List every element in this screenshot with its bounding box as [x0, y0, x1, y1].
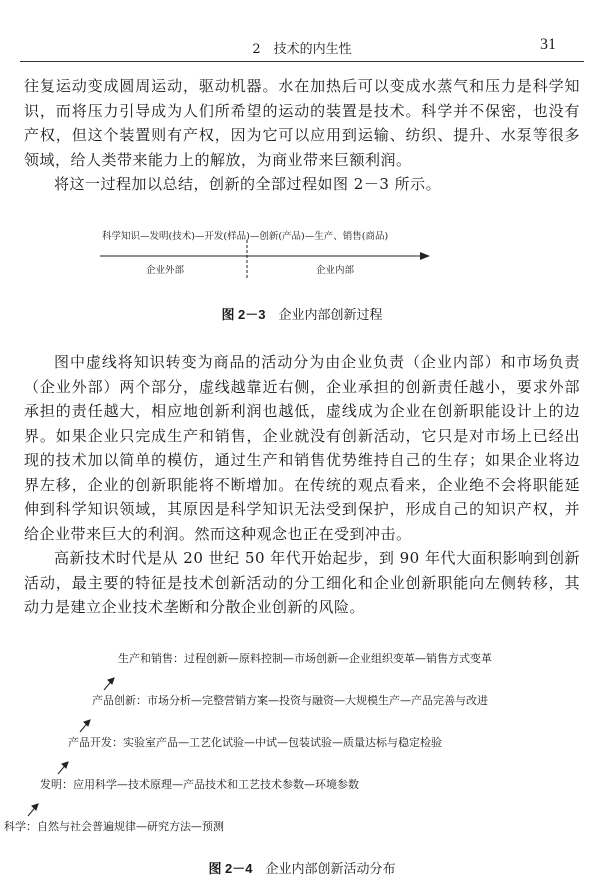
chapter-title: 2 技术的内生性 — [252, 42, 352, 57]
paragraph-4: 高新技术时代是从 20 世纪 50 年代开始起步，到 90 年代大面积影响到创新活动，最主要的特征是技术创新活动的分工细化和企业创新职能向左侧转移，其动力是建立企业技术垄断和分散企业创新的风险。 — [24, 549, 580, 616]
stage-production-sales: 生产和销售：过程创新—原料控制—市场创新—企业组织变革—销售方式变革 — [118, 652, 492, 665]
figure-number: 图 2－3 — [221, 307, 266, 322]
paragraph-2: 将这一过程加以总结，创新的全部过程如图 2－3 所示。 — [54, 175, 442, 193]
page-number: 31 — [540, 36, 556, 53]
figure-2-4-caption — [0, 858, 604, 877]
axis-arrowhead — [420, 252, 430, 260]
figure-title: 企业内部创新活动分布 — [265, 862, 396, 877]
figure-2-3 — [80, 228, 440, 288]
running-header — [20, 38, 584, 60]
figure-title: 企业内部创新过程 — [278, 308, 383, 323]
figure-2-4 — [0, 640, 604, 840]
paragraph-3: 图中虚线将知识转变为商品的活动分为由企业负责（企业内部）和市场负责（企业外部）两个部分，虚线越靠近右侧，企业承担的创新责任越小，要求外部承担的责任越大，相应地创新利润也越低，虚线成为企业在创新职能设计上的边界。如果企业只完成生产和销售，企业就没有创新活动，它只是对市场上已经出现的技术加以简单的模仿，通过生产和销售优势维持自己的生存；如果企业将边界左移，企业的创新职能将不断增加。在传统的观点看来，企业绝不会将职能延伸到科学知识领域，其原因是科学知识无法受到保护，形成自己的知识产权，并给企业带来巨大的利润。然而这种观念也正在受到冲击。 — [24, 353, 580, 543]
stage-science: 科学：自然与社会普遍规律—研究方法—预测 — [4, 820, 224, 833]
paragraph-1: 往复运动变成圆周运动，驱动机器。水在加热后可以变成水蒸气和压力是科学知识，而将压力引导成为人们所希望的运动的装置是技术。科学并不保密，也没有产权，但这个装置则有产权，因为它可以应用到运输、纺织、提升、水泵等很多领域，给人类带来能力上的解放，为商业带来巨额利润。 — [24, 77, 580, 169]
figure-number: 图 2－4 — [208, 861, 253, 876]
header-rule — [20, 61, 584, 62]
process-chain-text: 科学知识—发明(技术)—开发(样品)—创新(产品)—生产、销售(商品) — [102, 231, 389, 242]
stage-product-innovation: 产品创新：市场分析—完整营销方案—投资与融资—大规模生产—产品完善与改进 — [92, 694, 488, 707]
outside-enterprise-label: 企业外部 — [146, 265, 185, 276]
inside-enterprise-label: 企业内部 — [316, 265, 355, 276]
timeline-diagram — [80, 228, 440, 288]
stage-invention: 发明：应用科学—技术原理—产品技术和工艺技术参数—环境参数 — [40, 778, 359, 791]
stage-product-development: 产品开发：实验室产品—工艺化试验—中试—包装试验—质量达标与稳定检验 — [68, 736, 442, 749]
figure-2-3-caption — [0, 304, 604, 323]
